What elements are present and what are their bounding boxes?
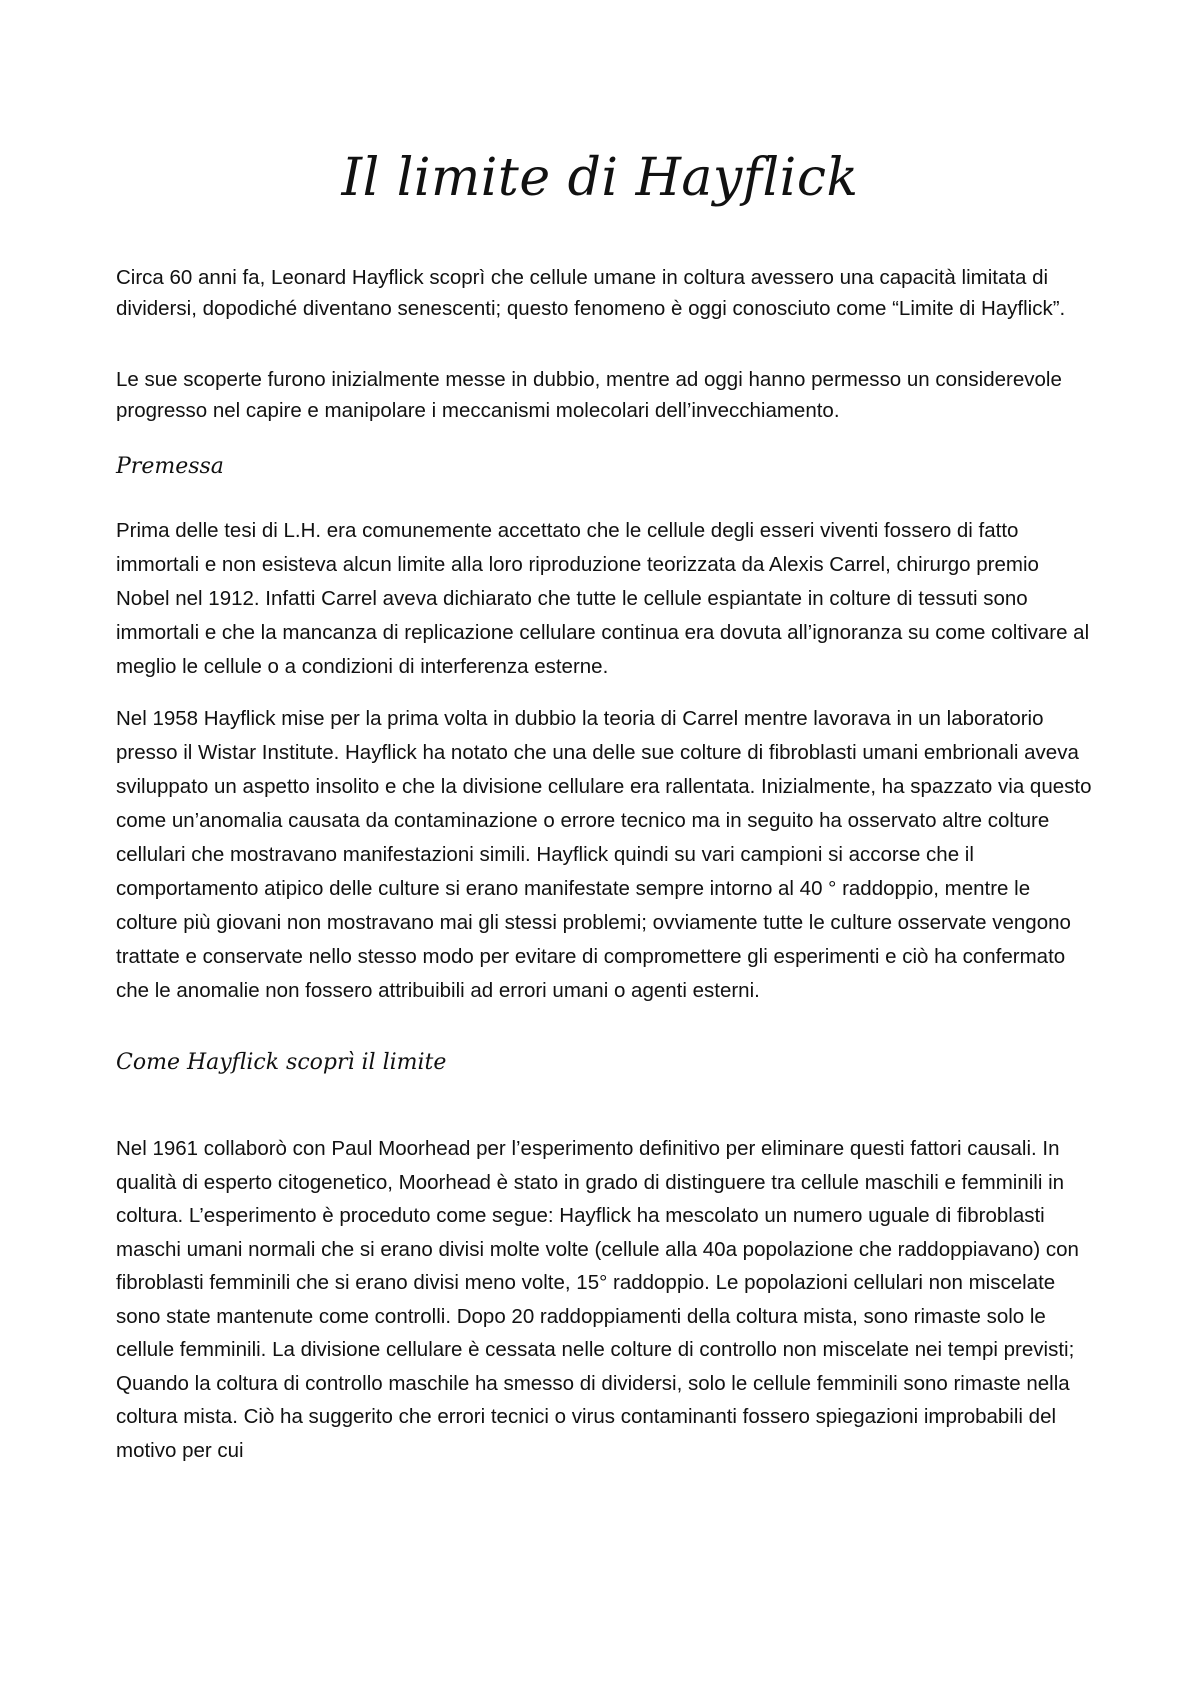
premessa-paragraph-2: Nel 1958 Hayflick mise per la prima volta in dubbio la teoria di Carrel mentre lavorava in un laboratorio presso il Wistar Institute. Hayflick ha notato che una delle sue colture di fibroblasti umani embrionali aveva sviluppato un aspetto insolito e che la divisione cellulare era rallentata. Inizialmente, ha spazzato via questo come un’anomalia causata da contaminazione o errore tecnico ma in seguito ha osservato altre colture cellulari che mostravano manifestazioni simili. Hayflick quindi su vari campioni si accorse che il comportamento atipico delle culture si erano manifestate sempre intorno al 40 ° raddoppio, mentre le colture più giovani non mostravano mai gli stessi problemi; ovviamente tutte le culture osservate vengono trattate e conservate nello stesso modo per evitare di compromettere gli esperimenti e ciò ha confermato che le anomalie non fossero attribuibili ad errori umani o agenti esterni.	[116, 707, 1092, 1002]
scoperta-paragraph-1: Nel 1961 collaborò con Paul Moorhead per l’esperimento definitivo per eliminare questi fattori causali. In qualità di esperto citogenetico, Moorhead è stato in grado di distinguere tra cellule maschili e femminili in coltura. L’esperimento è proceduto come segue: Hayflick ha mescolato un numero uguale di fibroblasti maschi umani normali che si erano divisi molte volte (cellule alla 40a popolazione che raddoppiavano) con fibroblasti femminili che si erano divisi meno volte, 15° raddoppio. Le popolazioni cellulari non miscelate sono state mantenute come controlli. Dopo 20 raddoppiamenti della coltura mista, sono rimaste solo le cellule femminili. La divisione cellulare è cessata nelle colture di controllo non miscelate nei tempi previsti; Quando la coltura di controllo maschile ha smesso di dividersi, solo le cellule femminili sono rimaste nella coltura mista. Ciò ha suggerito che errori tecnici o virus contaminanti fossero spiegazioni improbabili del motivo per cui	[116, 1137, 1079, 1462]
intro-paragraph-1: Circa 60 anni fa, Leonard Hayflick scoprì che cellule umane in coltura avessero una capacità limitata di dividersi, dopodiché diventano senescenti; questo fenomeno è oggi conosciuto come “Limite di Hayflick”.	[116, 266, 1066, 320]
section-heading-premessa: Premessa	[116, 454, 224, 479]
intro-paragraph-2: Le sue scoperte furono inizialmente messe in dubbio, mentre ad oggi hanno permesso un considerevole progresso nel capire e manipolare i meccanismi molecolari dell’invecchiamento.	[116, 368, 1062, 422]
document-title: Il limite di Hayflick	[341, 148, 859, 208]
section-heading-scoperta: Come Hayflick scoprì il limite	[116, 1050, 447, 1075]
premessa-paragraph-1: Prima delle tesi di L.H. era comunemente accettato che le cellule degli esseri viventi fossero di fatto immortali e non esisteva alcun limite alla loro riproduzione teorizzata da Alexis Carrel, chirurgo premio Nobel nel 1912. Infatti Carrel aveva dichiarato che tutte le cellule espiantate in colture di tessuti sono immortali e che la mancanza di replicazione cellulare continua era dovuta all’ignoranza su come coltivare al meglio le cellule o a condizioni di interferenza esterne.	[116, 519, 1090, 678]
